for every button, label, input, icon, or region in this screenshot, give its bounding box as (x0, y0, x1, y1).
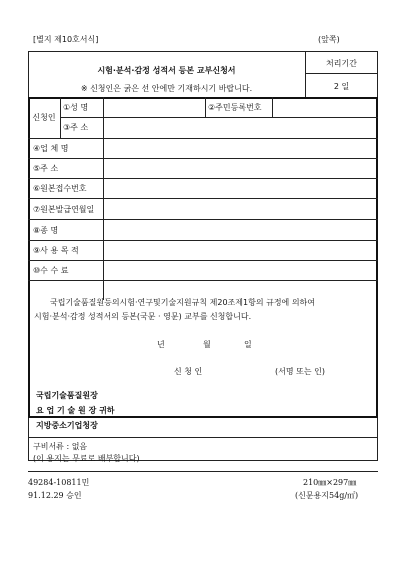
form-number: [별지 제10호서식] (33, 35, 99, 44)
processing-period-value: 2 일 (333, 82, 350, 91)
date-day-label: 일 (244, 340, 252, 349)
recipient-2: 요 업 기 술 원 장 귀하 (36, 406, 115, 415)
signature-label: (서명 또는 인) (275, 367, 325, 376)
field-label-fee: ⑩수 수 료 (33, 266, 69, 275)
field-label-purpose: ⑨사 용 목 적 (33, 246, 79, 255)
form-title: 시험·분석·감정 성적서 등본 교부신청서 (97, 66, 236, 75)
field-label-original-receipt-no: ⑥원본접수번호 (33, 184, 87, 193)
field-label-original-issue-date: ⑦원본발급연월일 (33, 205, 95, 214)
applicant-address-field[interactable] (104, 118, 376, 137)
date-month-label: 월 (203, 340, 211, 349)
request-text-line1: 국립기술품질원등의시험·연구및기술지원규칙 제20조제1항의 규정에 의하여 (50, 298, 316, 307)
recipient-3: 지방중소기업청장 (36, 421, 98, 430)
company-address-field[interactable] (104, 159, 376, 177)
kind-field[interactable] (104, 220, 376, 239)
applicant-group-label: 신청인 (32, 113, 56, 122)
purpose-field[interactable] (104, 241, 376, 259)
footer-paper: (신문용지54g/㎡) (295, 491, 359, 500)
applicant-sign-label: 신 청 인 (174, 367, 203, 376)
fee-field[interactable] (104, 261, 376, 279)
name-field[interactable] (104, 98, 204, 116)
attachments-line2: (이 용지는 무료로 배부합니다) (33, 454, 140, 463)
date-year-label: 년 (157, 340, 165, 349)
company-name-field[interactable] (104, 139, 376, 157)
processing-period-label: 처리기간 (326, 59, 357, 68)
field-label-company: ④업 체 명 (33, 144, 69, 153)
page-side-label: (앞쪽) (318, 35, 340, 44)
attachments-line1: 구비서류 : 없음 (33, 442, 88, 451)
footer-approval: 91.12.29 승인 (28, 491, 82, 500)
original-issue-date-field[interactable] (104, 199, 376, 218)
request-text-line2: 시험·분석·감정 성적서의 등본(국문 · 영문) 교부를 신청합니다. (34, 312, 252, 321)
instruction-note: ※ 신청인은 굵은 선 안에만 기재하시기 바랍니다. (80, 84, 253, 93)
name-label: ①성 명 (63, 103, 89, 112)
footer-size: 210㎜×297㎜ (303, 478, 357, 487)
original-receipt-no-field[interactable] (104, 179, 376, 197)
address-label: ③주 소 (63, 123, 89, 132)
rrn-field[interactable] (273, 98, 376, 116)
field-label-kind: ⑧종 명 (33, 226, 59, 235)
rrn-label: ②주민등록번호 (208, 103, 262, 112)
field-label-address: ⑤주 소 (33, 164, 59, 173)
recipient-1: 국립기술품질원장 (36, 391, 98, 400)
footer-code: 49284-10811민 (28, 478, 90, 487)
